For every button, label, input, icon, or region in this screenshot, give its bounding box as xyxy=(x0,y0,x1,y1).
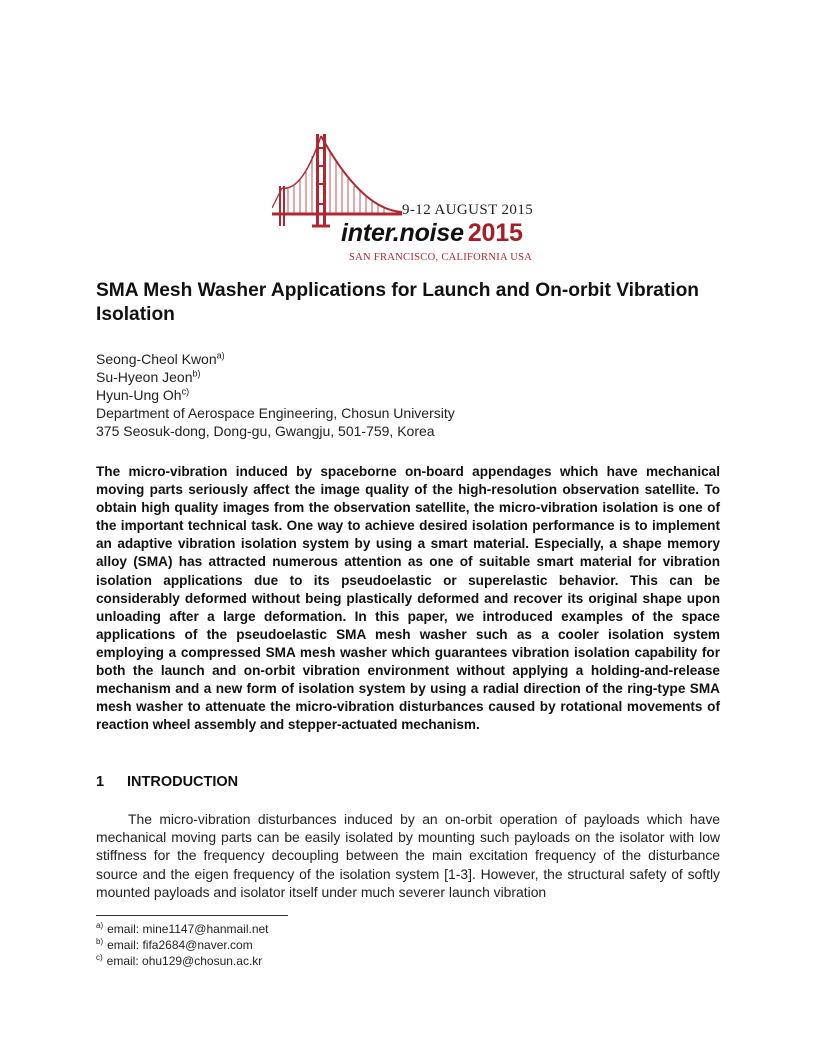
section-number: 1 xyxy=(96,774,105,790)
footnote-text: email: ohu129@chosun.ac.kr xyxy=(106,954,263,968)
conference-brand-name: inter.noise xyxy=(341,219,464,247)
footnote-mark: b) xyxy=(96,937,104,946)
introduction-paragraph: The micro-vibration disturbances induced by an on-orbit operation of payloads which have mechanical moving parts can be easily isolated by mounting such payloads on the isolator with low stiffness for the frequency decoupling between the main excitation frequency of the disturbance source and the eigen frequency of the isolation system [1-3]. However, the structural safety of softly mounted payloads and isolator itself under much severer launch vibration xyxy=(96,811,720,900)
author-mark: a) xyxy=(216,350,225,361)
author-block xyxy=(96,350,736,440)
footnote-text: email: mine1147@hanmail.net xyxy=(107,922,269,936)
conference-brand xyxy=(341,219,523,248)
footnotes xyxy=(96,921,496,969)
address: 375 Seosuk-dong, Dong-gu, Gwangju, 501-759, Korea xyxy=(96,423,435,439)
author-name: Hyun-Ung Oh xyxy=(96,387,182,403)
footnote-mark: c) xyxy=(96,953,103,962)
author-line xyxy=(96,368,736,386)
conference-logo xyxy=(272,128,552,268)
section-title: INTRODUCTION xyxy=(127,774,239,790)
footnote xyxy=(96,921,496,937)
conference-date: 9-12 AUGUST 2015 xyxy=(402,202,534,218)
footnote-mark: a) xyxy=(96,921,104,930)
author-line xyxy=(96,386,736,404)
author-mark: b) xyxy=(192,368,201,379)
footnote xyxy=(96,953,496,969)
author-line xyxy=(96,350,736,368)
section-heading xyxy=(96,774,238,790)
conference-location: SAN FRANCISCO, CALIFORNIA USA xyxy=(349,252,533,263)
footnote-text: email: fifa2684@naver.com xyxy=(107,938,253,952)
author-name: Seong-Cheol Kwon xyxy=(96,351,217,367)
footnote xyxy=(96,937,496,953)
author-name: Su-Hyeon Jeon xyxy=(96,369,193,385)
paper-title: SMA Mesh Washer Applications for Launch and On-orbit Vibration Isolation xyxy=(96,280,700,325)
affiliation: Department of Aerospace Engineering, Chosun University xyxy=(96,405,455,421)
author-mark: c) xyxy=(181,386,190,397)
abstract: The micro-vibration induced by spaceborne on-board appendages which have mechanical moving parts seriously affect the image quality of the high-resolution observation satellite. To obtain high quality images from the observation satellite, the micro-vibration isolation is one of the important technical task. One way to achieve desired isolation performance is to implement an adaptive vibration isolation system by using a smart material. Especially, a shape memory alloy (SMA) has attracted numerous attention as one of suitable smart material for vibration isolation applications due to its pseudoelastic or superelastic behavior. This can be considerably deformed without being plastically deformed and recover its original shape upon unloading after a large deformation. In this paper, we introduced examples of the space applications of the pseudoelastic SMA mesh washer such as a cooler isolation system employing a compressed SMA mesh washer which guarantees vibration isolation capability for both the launch and on-orbit vibration environment without applying a holding-and-release mechanism and a new form of isolation system by using a radial direction of the ring-type SMA mesh washer to attenuate the micro-vibration disturbances caused by rotational movements of reaction wheel assembly and stepper-actuated mechanism. xyxy=(96,464,720,733)
conference-year: 2015 xyxy=(467,219,523,247)
footnote-divider xyxy=(96,915,288,916)
